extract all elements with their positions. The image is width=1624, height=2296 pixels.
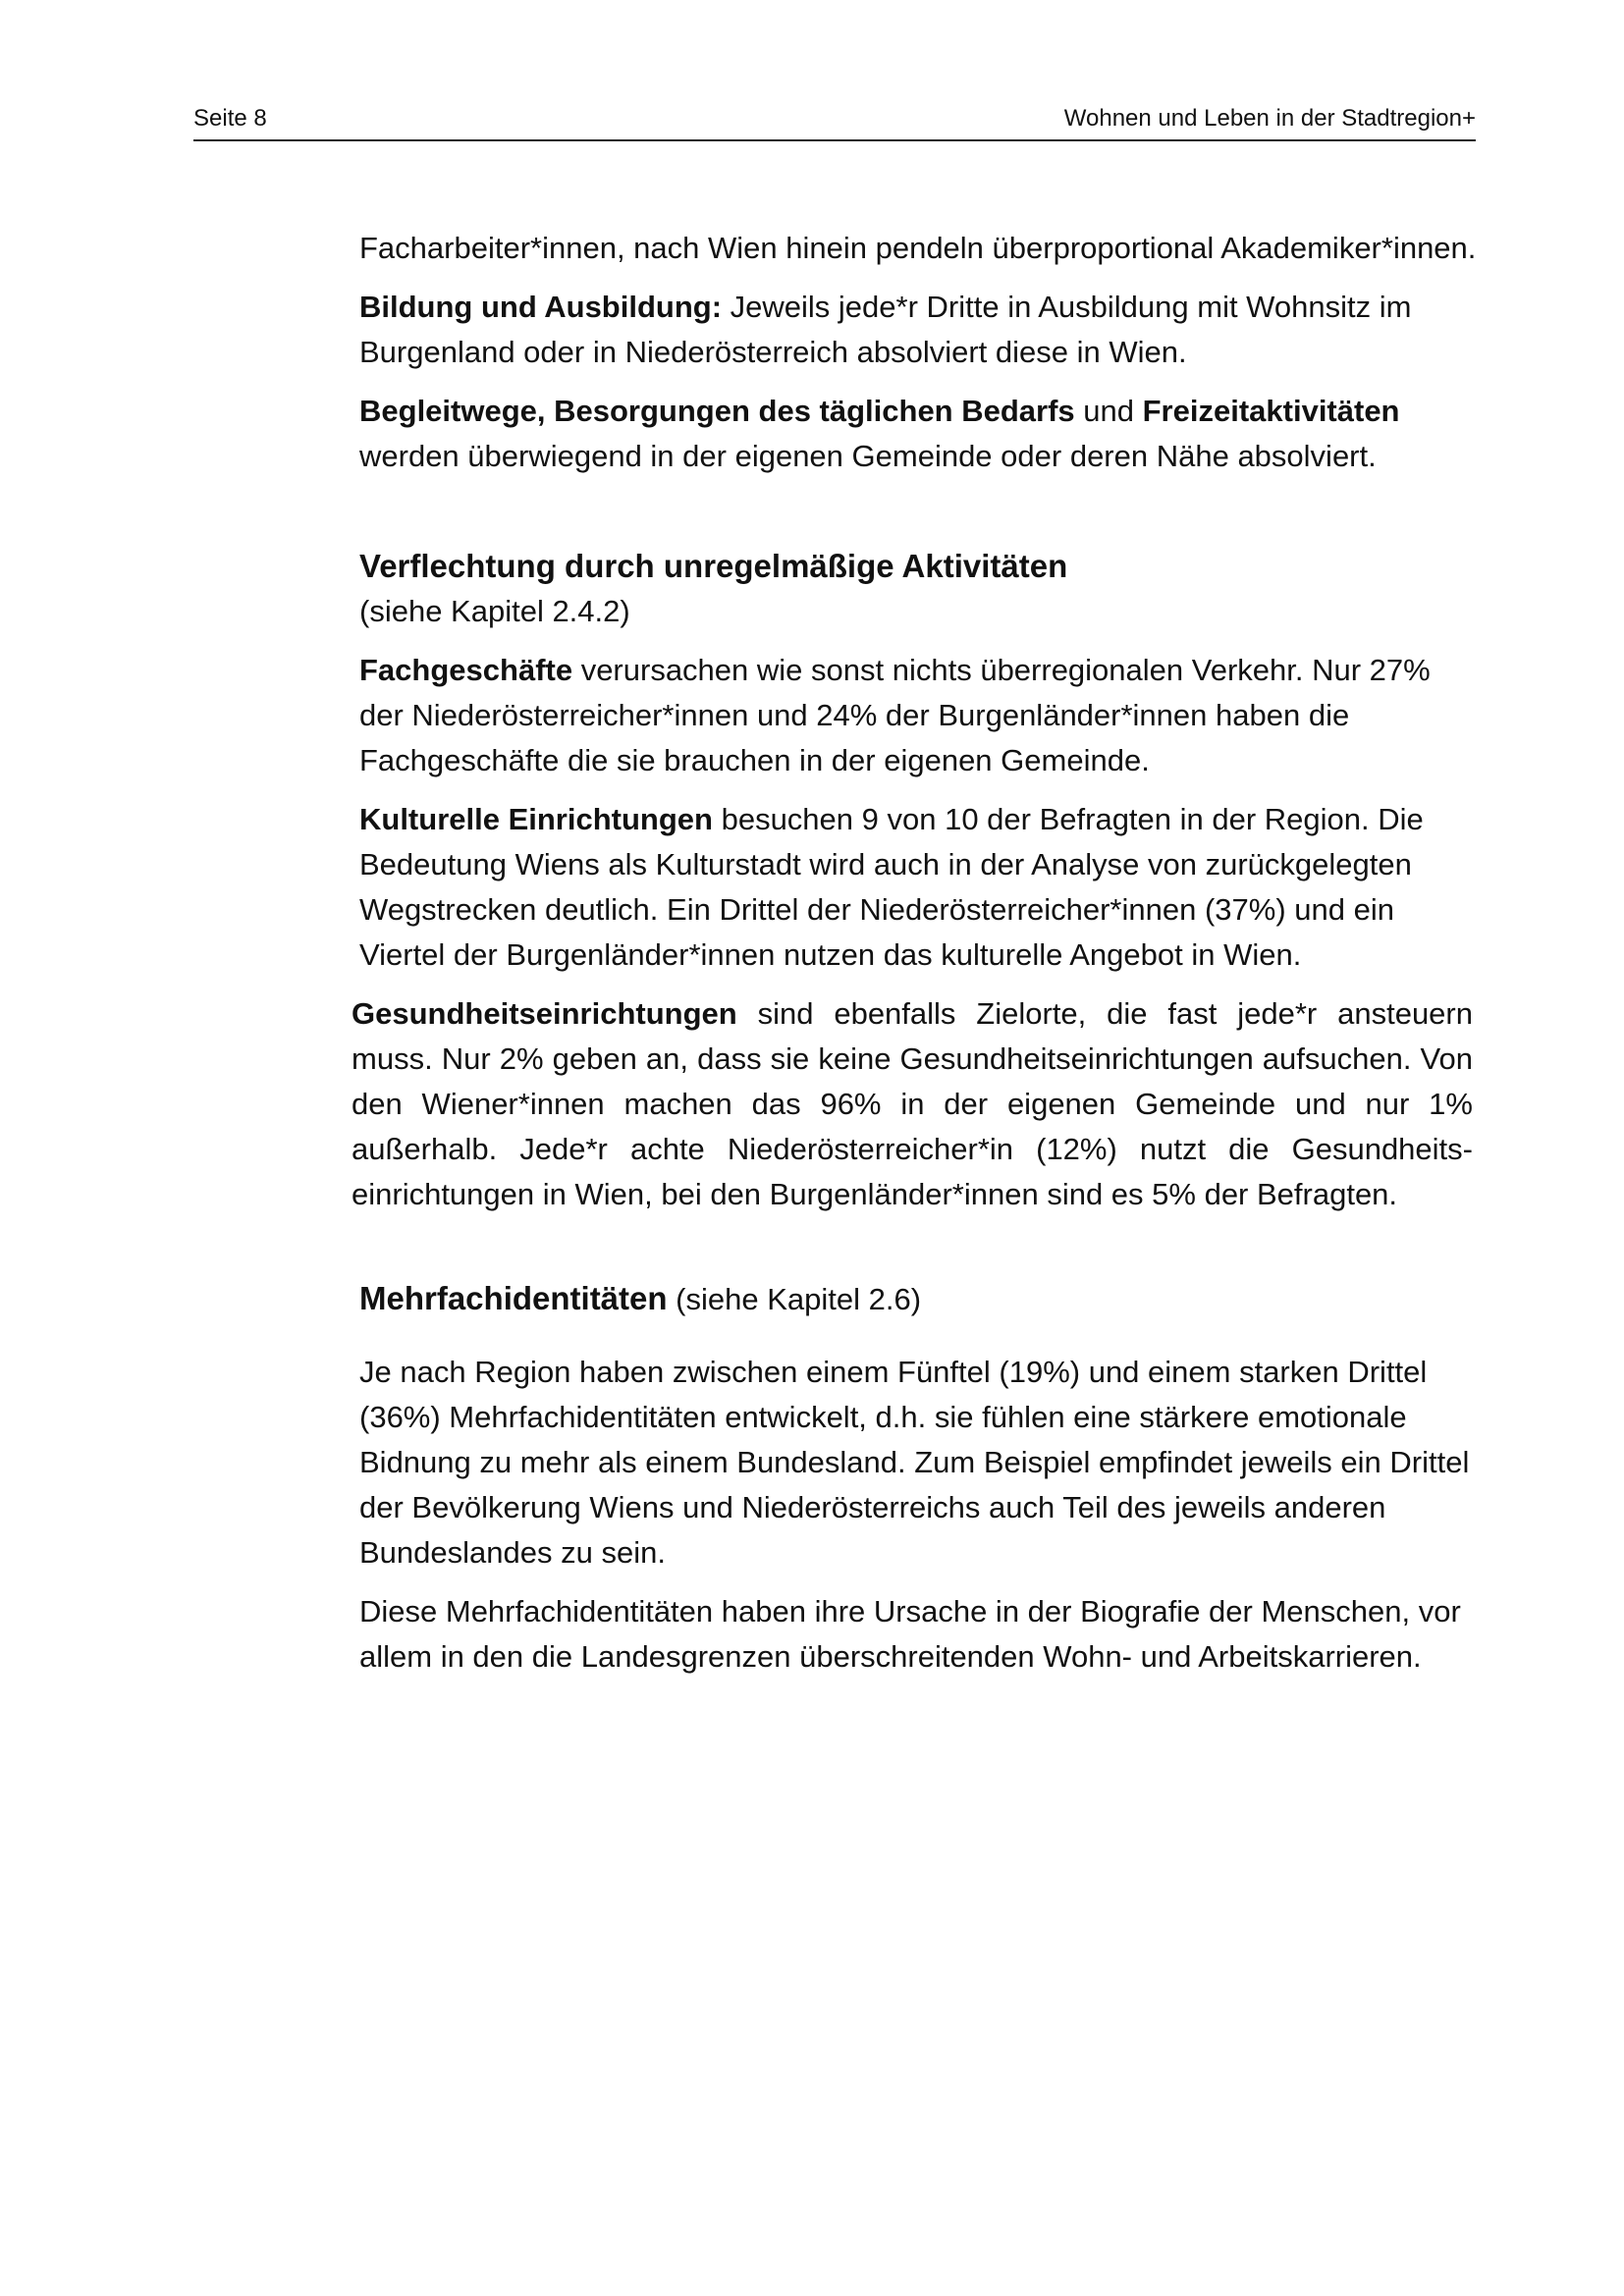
paragraph-bildung: [359, 285, 1479, 375]
paragraph-text: besuchen 9 von 10 der Befragten in der Region. Die Bedeutung Wiens als Kulturstadt wird auch in der Analyse von zurückgelegten Wegstrecken deutlich. Ein Drittel der Niederösterreicher*innen (37%) und ein Viertel der Burgenländer*innen nutzen das kulturelle Angebot in Wien.: [359, 802, 1424, 972]
paragraph-text: Facharbeiter*innen, nach Wien hinein pendeln überproportional Akademiker*innen.: [359, 231, 1477, 265]
paragraph-kultur: [359, 797, 1479, 978]
paragraph-connector: und: [1074, 394, 1143, 428]
paragraph-lead: Kulturelle Einrichtungen: [359, 802, 713, 836]
paragraph-fachgeschaefte: [359, 648, 1479, 783]
section-heading-mehrfachidentitaeten: [359, 1276, 1479, 1322]
page-number: Seite 8: [193, 105, 267, 132]
section-reference: (siehe Kapitel 2.6): [667, 1282, 922, 1316]
section-reference: (siehe Kapitel 2.4.2): [359, 594, 630, 628]
paragraph-text: Diese Mehrfachidentitäten haben ihre Ursache in der Biografie der Menschen, vor allem in den die Landesgrenzen überschreitenden Wohn- und Arbeitskarrieren.: [359, 1594, 1461, 1674]
paragraph-lead: Begleitwege, Besorgungen des täglichen Bedarfs: [359, 394, 1075, 428]
paragraph-lead-2: Freizeitaktivitäten: [1142, 394, 1400, 428]
paragraph-gesundheit: [352, 991, 1473, 1217]
paragraph-identitaeten: [359, 1350, 1479, 1575]
page-body: [352, 226, 1479, 1693]
document-title: Wohnen und Leben in der Stadtregion+: [1063, 105, 1476, 132]
section-heading-verflechtung: Verflechtung durch unregelmäßige Aktivitäten: [359, 548, 1068, 584]
section-heading-text: Mehrfachidentitäten: [359, 1280, 668, 1316]
paragraph-pendler: [359, 226, 1479, 271]
paragraph-lead: Bildung und Ausbildung:: [359, 290, 723, 324]
page-header: [193, 104, 1476, 141]
paragraph-text: Je nach Region haben zwischen einem Fünftel (19%) und einem starken Drittel (36%) Mehrfachidentitäten entwickelt, d.h. sie fühlen eine stärkere emotionale Bidnung zu mehr als einem Bundesland. Zum Beispiel empfindet jeweils ein Drittel der Bevölkerung Wiens und Niederösterreichs auch Teil des jeweils anderen Bundeslandes zu sein.: [359, 1355, 1470, 1570]
paragraph-lead: Gesundheitseinrichtungen: [352, 996, 737, 1031]
paragraph-text: werden überwiegend in der eigenen Gemeinde oder deren Nähe absolviert.: [359, 439, 1377, 473]
paragraph-lead: Fachgeschäfte: [359, 653, 573, 687]
paragraph-biografie: [359, 1589, 1479, 1680]
paragraph-begleitwege: [359, 389, 1479, 479]
paragraph-text: verursachen wie sonst nichts überregionalen Verkehr. Nur 27% der Niederösterreicher*innen und 24% der Burgenländer*innen haben die Fachgeschäfte die sie brauchen in der eigenen Gemeinde.: [359, 653, 1431, 777]
paragraph-text: sind ebenfalls Zielorte, die fast jede*r ansteuern muss. Nur 2% geben an, dass sie keine Gesundheitseinrichtungen aufsuchen. Von den Wiener*innen machen das 96% in der eigenen Gemeinde und nur 1% außerhalb. Jede*r achte Niederösterreicher*in (12%) nutzt die Gesundheits-einrichtungen in Wien, bei den Burgenländer*innen sind es 5% der Befragten.: [352, 996, 1473, 1211]
paragraph-text: Jeweils jede*r Dritte in Ausbildung mit Wohnsitz im Burgenland oder in Niederösterreich absolviert diese in Wien.: [359, 290, 1412, 369]
